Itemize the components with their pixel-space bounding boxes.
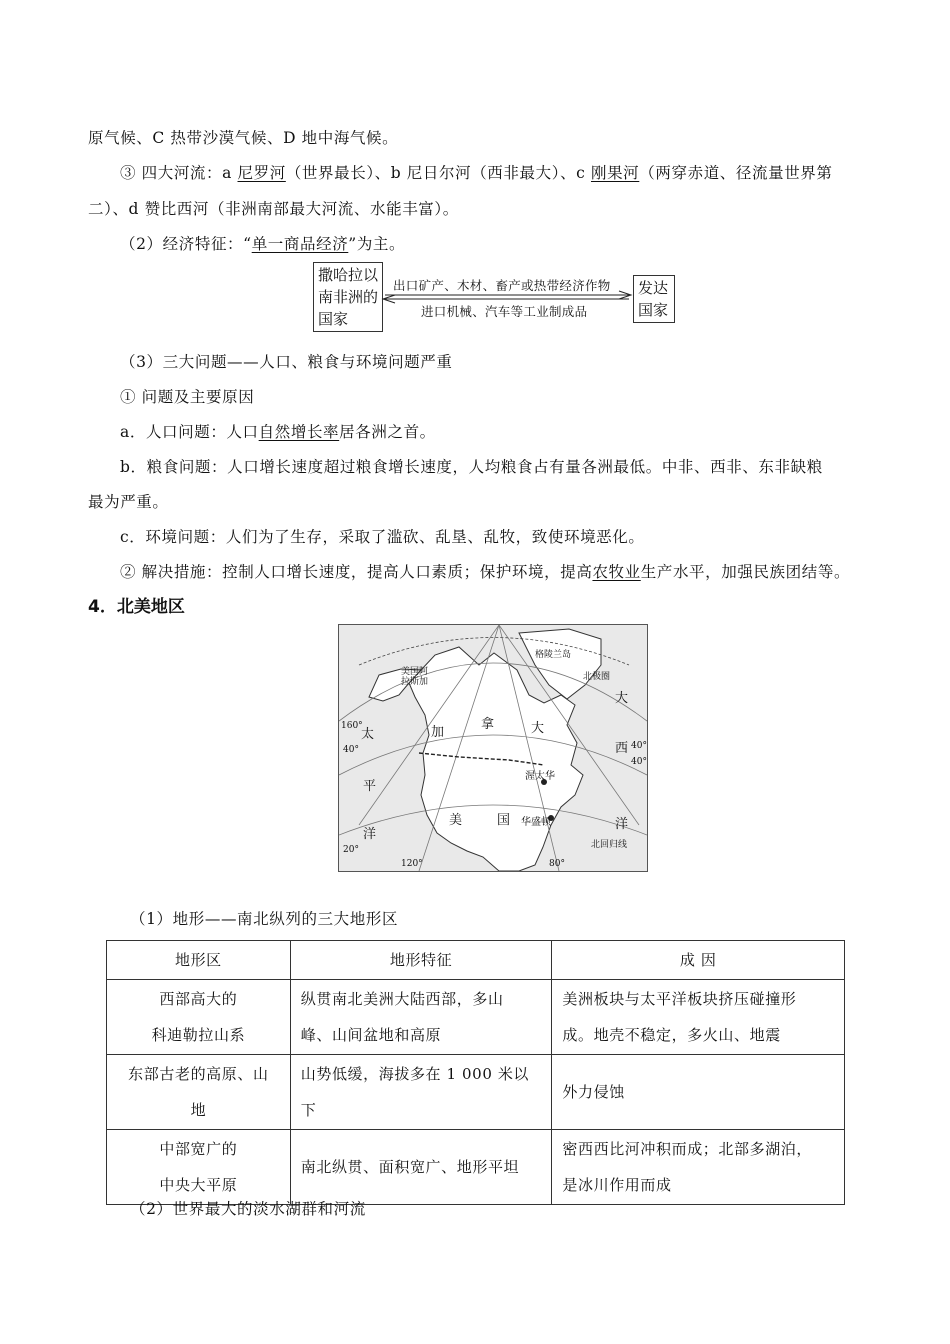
label-canada-2: 拿 — [481, 717, 495, 732]
arrow-lines — [313, 262, 671, 334]
label-tropic: 北回归线 — [591, 840, 628, 850]
underlined-term: 农牧业 — [592, 563, 641, 581]
section-heading-north-america: 4．北美地区 — [88, 597, 185, 617]
header-region: 地形区 — [107, 941, 291, 980]
cell-region: 中部宽广的 中央大平原 — [107, 1130, 291, 1205]
text-line-economy: （2）经济特征：“单一商品经济”为主。 — [120, 235, 406, 253]
text-line-rivers-cont: 二）、d 赞比西河（非洲南部最大河流、水能丰富）。 — [88, 200, 459, 218]
text-line-food: b．粮食问题：人口增长速度超过粮食增长速度，人均粮食占有量各洲最低。中非、西非、东非缺粮 — [120, 458, 823, 476]
label-greenland: 格陵兰岛 — [535, 650, 572, 660]
table-row — [107, 1130, 845, 1205]
label-arctic-circle: 北极圈 — [583, 672, 611, 682]
label-pacific-1: 太 — [361, 727, 375, 742]
header-features: 地形特征 — [290, 941, 552, 980]
north-america-map — [338, 624, 648, 872]
underlined-term: 刚果河 — [590, 164, 640, 182]
label-canada-3: 大 — [531, 721, 545, 736]
label-lon-40-east: 40° — [631, 757, 647, 767]
label-pacific-2: 平 — [363, 779, 377, 794]
label-lat-40-west: 40° — [343, 745, 359, 755]
label-atlantic-1: 大 — [615, 691, 629, 706]
label-atlantic-2: 西 — [615, 741, 629, 756]
label-washington: 华盛顿 — [521, 817, 551, 828]
label-ottawa: 渥太华 — [525, 771, 555, 782]
underlined-term: 单一商品经济 — [251, 235, 349, 253]
label-canada-1: 加 — [431, 725, 445, 740]
table-header-row — [107, 941, 845, 980]
label-usa-1: 美 — [449, 813, 463, 828]
cell-features: 南北纵贯、面积宽广、地形平坦 — [290, 1130, 552, 1205]
text-line-rivers: ③ 四大河流：a 尼罗河（世界最长）、b 尼日尔河（西非最大）、c 刚果河（两穿赤道、径流量世界第 — [120, 164, 833, 182]
cell-region: 东部古老的高原、山 地 — [107, 1055, 291, 1130]
label-pacific-3: 洋 — [363, 827, 377, 842]
label-lon-160: 160° — [341, 721, 363, 731]
text-line-food-cont: 最为严重。 — [88, 493, 169, 511]
cell-region: 西部高大的 科迪勒拉山系 — [107, 980, 291, 1055]
table-row — [107, 980, 845, 1055]
label-atlantic-3: 洋 — [615, 817, 629, 832]
label-lon-120: 120° — [401, 859, 423, 869]
text-line-population: a．人口问题：人口自然增长率居各洲之首。 — [120, 423, 436, 441]
cell-features: 纵贯南北美洲大陆西部，多山 峰、山间盆地和高原 — [290, 980, 552, 1055]
text-line-environment: c．环境问题：人们为了生存，采取了滥砍、乱垦、乱牧，致使环境恶化。 — [120, 528, 645, 546]
label-lat-40-east: 40° — [631, 741, 647, 751]
map-graphics — [339, 625, 647, 871]
cell-features: 山势低缓，海拔多在 1 000 米以 下 — [290, 1055, 552, 1130]
export-label: 出口矿产、木材、畜产或热带经济作物 — [393, 278, 611, 293]
landform-table — [106, 940, 845, 1205]
text-line-solutions: ② 解决措施：控制人口增长速度，提高人口素质；保护环境，提高农牧业生产水平，加强民族团结等。 — [120, 563, 851, 581]
footer-caption: （2）世界最大的淡水湖群和河流 — [130, 1200, 366, 1218]
right-country-box: 发达国家 — [633, 275, 675, 323]
left-country-box: 撒哈拉以南非洲的国家 — [313, 262, 383, 332]
table-row — [107, 1055, 845, 1130]
text-line-problems: （3）三大问题——人口、粮食与环境问题严重 — [120, 353, 453, 371]
header-cause: 成 因 — [552, 941, 845, 980]
underlined-term: 尼罗河 — [237, 164, 286, 182]
trade-flow-diagram — [313, 262, 671, 334]
label-lat-20-west: 20° — [343, 845, 359, 855]
label-usa-2: 国 — [497, 813, 511, 828]
cell-cause: 密西西比河冲积而成；北部多湖泊， 是冰川作用而成 — [552, 1130, 845, 1205]
cell-cause: 美洲板块与太平洋板块挤压碰撞形 成。地壳不稳定，多火山、地震 — [552, 980, 845, 1055]
text-line-climate: 原气候、C 热带沙漠气候、D 地中海气候。 — [88, 129, 399, 147]
label-lon-80: 80° — [549, 859, 565, 869]
label-alaska: 美国阿拉斯加 — [401, 667, 429, 687]
table-caption: （1）地形——南北纵列的三大地形区 — [130, 910, 399, 928]
underlined-term: 自然增长率 — [258, 423, 340, 441]
text-line-causes: ① 问题及主要原因 — [120, 388, 255, 406]
import-label: 进口机械、汽车等工业制成品 — [421, 304, 588, 319]
cell-cause: 外力侵蚀 — [552, 1055, 845, 1130]
